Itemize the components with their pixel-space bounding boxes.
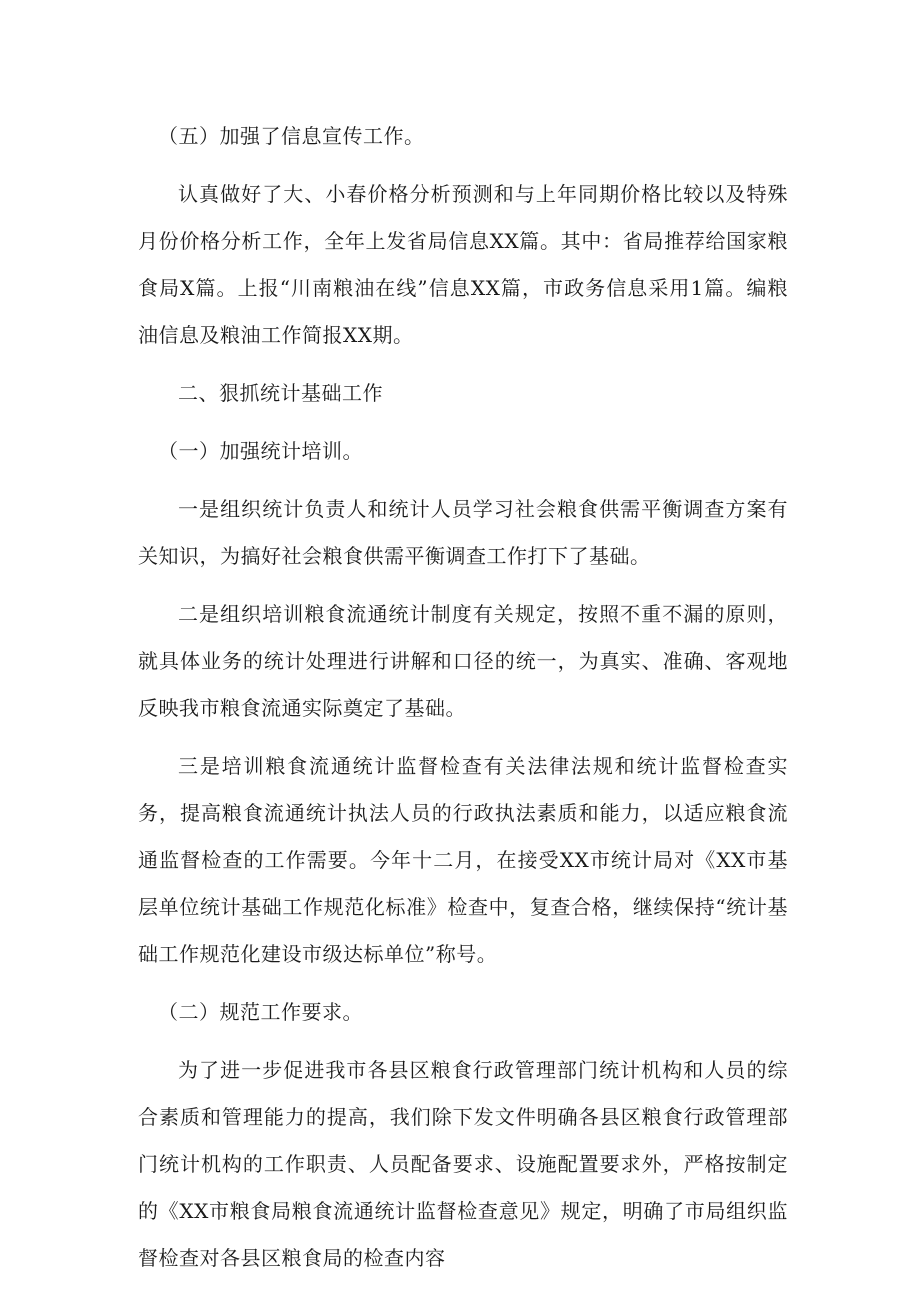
subsection-heading-training: （一）加强统计培训。 xyxy=(158,439,363,463)
document-body xyxy=(138,113,788,1293)
paragraph-training-item-3: 三是培训粮食流通统计监督检查有关法律法规和统计监督检查实务，提高粮食流通统计执法人员的行政执法素质和能力，以适应粮食流通监督检查的工作需要。今年十二月，在接受XX市统计局对《XX市基层单位统计基础工作规范化标准》检查中，复查合格，继续保持“统计基础工作规范化建设市级达标单位”称号。 xyxy=(138,754,788,966)
paragraph-training-item-1: 一是组织统计负责人和统计人员学习社会粮食供需平衡调查方案有关知识，为搞好社会粮食供需平衡调查工作打下了基础。 xyxy=(138,497,788,568)
paragraph-training-item-2: 二是组织培训粮食流通统计制度有关规定，按照不重不漏的原则，就具体业务的统计处理进行讲解和口径的统一，为真实、准确、客观地反映我市粮食流通实际奠定了基础。 xyxy=(138,602,788,720)
paragraph-work-requirements: 为了进一步促进我市各县区粮食行政管理部门统计机构和人员的综合素质和管理能力的提高，我们除下发文件明确各县区粮食行政管理部门统计机构的工作职责、人员配备要求、设施配置要求外，严格按制定的《XX市粮食局粮食流通统计监督检查意见》规定，明确了市局组织监督检查对各县区粮食局的检查内容 xyxy=(138,1058,788,1270)
subsection-heading-work-requirements: （二）规范工作要求。 xyxy=(158,1000,363,1024)
paragraph-price-analysis: 认真做好了大、小春价格分析预测和与上年同期价格比较以及特殊月份价格分析工作，全年上发省局信息XX篇。其中：省局推荐给国家粮食局X篇。上报“川南粮油在线”信息XX篇，市政务信息采用1篇。编粮油信息及粮油工作简报XX期。 xyxy=(138,182,788,347)
section-heading-statistics-basics: 二、狠抓统计基础工作 xyxy=(178,381,383,405)
section-heading-info-publicity: （五）加强了信息宣传工作。 xyxy=(158,124,425,148)
